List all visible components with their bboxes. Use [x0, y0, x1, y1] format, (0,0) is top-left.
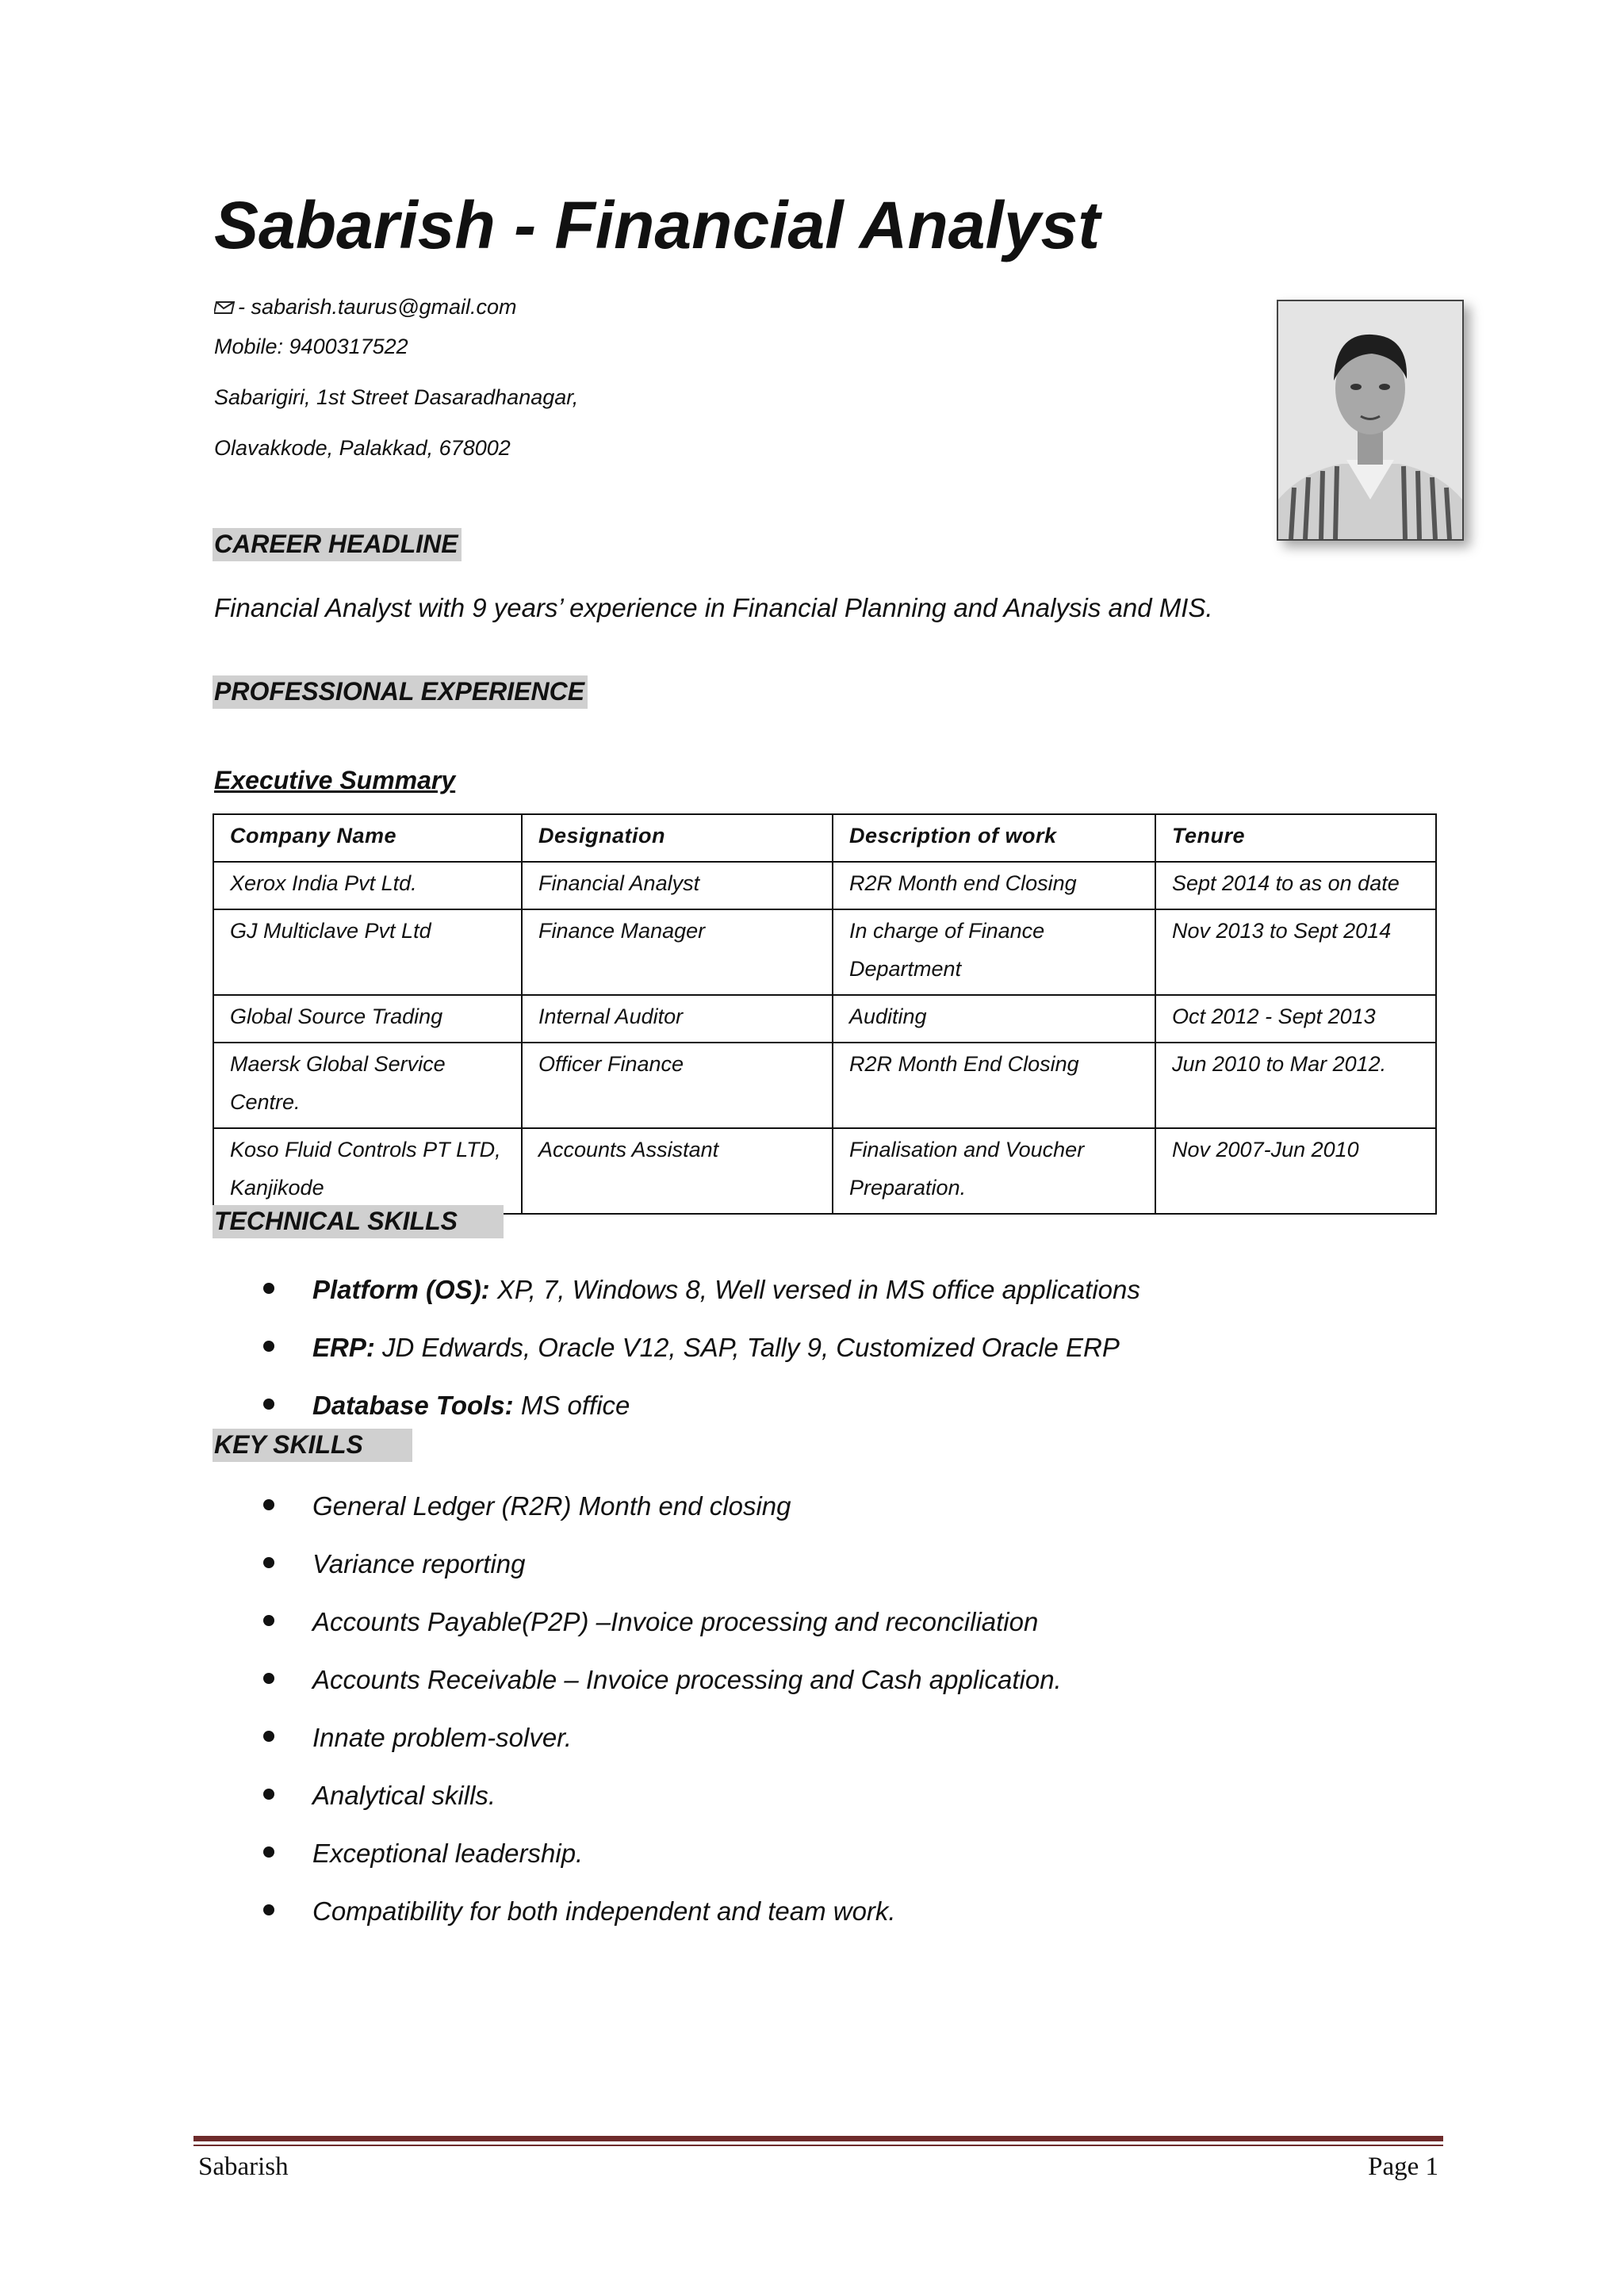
- table-row: [213, 1128, 1436, 1214]
- profile-photo: [1277, 300, 1464, 541]
- table-row: [213, 995, 1436, 1043]
- footer-divider: [193, 2136, 1443, 2141]
- email-address[interactable]: sabarish.taurus@gmail.com: [251, 295, 517, 319]
- list-item: [214, 1898, 1062, 1956]
- table-row: [213, 862, 1436, 909]
- skill-text: XP, 7, Windows 8, Well versed in MS office applications: [489, 1275, 1140, 1304]
- key-skill-text: Exceptional leadership.: [312, 1839, 584, 1868]
- cell-company: Koso Fluid Controls PT LTD, Kanjikode: [213, 1128, 522, 1214]
- list-item: [214, 1276, 1140, 1334]
- key-skill-text: Innate problem-solver.: [312, 1723, 573, 1752]
- resume-title: Sabarish - Financial Analyst: [214, 188, 1101, 262]
- executive-summary-table: [213, 813, 1437, 1215]
- skill-text: MS office: [513, 1391, 630, 1420]
- key-skills-list: [214, 1493, 1062, 1956]
- list-item: [214, 1667, 1062, 1724]
- technical-skills-heading: TECHNICAL SKILLS: [213, 1205, 504, 1238]
- address-line-1: Sabarigiri, 1st Street Dasaradhanagar,: [214, 385, 579, 409]
- list-item: [214, 1609, 1062, 1667]
- cell-description: Auditing: [833, 995, 1155, 1043]
- list-item: [214, 1551, 1062, 1609]
- email-prefix: -: [238, 295, 251, 319]
- key-skill-text: Analytical skills.: [312, 1781, 496, 1810]
- envelope-icon: [214, 299, 236, 316]
- skill-label: Database Tools:: [312, 1391, 514, 1420]
- technical-skills-list: [214, 1276, 1140, 1450]
- cell-description: R2R Month End Closing: [833, 1043, 1155, 1128]
- key-skill-text: General Ledger (R2R) Month end closing: [312, 1491, 791, 1521]
- list-item: [214, 1840, 1062, 1898]
- bullet-icon: [263, 1673, 274, 1684]
- address-line-2: Olavakkode, Palakkad, 678002: [214, 436, 511, 460]
- key-skill-text: Compatibility for both independent and team work.: [312, 1896, 896, 1926]
- list-item: [214, 1493, 1062, 1551]
- footer-divider-thin: [193, 2145, 1443, 2146]
- skill-label: Platform (OS):: [312, 1275, 490, 1304]
- column-header-company: Company Name: [213, 814, 522, 862]
- column-header-designation: Designation: [522, 814, 833, 862]
- cell-tenure: Jun 2010 to Mar 2012.: [1155, 1043, 1436, 1128]
- executive-summary-title: Executive Summary: [214, 766, 456, 794]
- cell-company: Maersk Global Service Centre.: [213, 1043, 522, 1128]
- career-headline-heading: CAREER HEADLINE: [213, 528, 462, 561]
- table-row: [213, 909, 1436, 995]
- column-header-tenure: Tenure: [1155, 814, 1436, 862]
- bullet-icon: [263, 1283, 274, 1294]
- skill-label: ERP:: [312, 1333, 375, 1362]
- cell-designation: Finance Manager: [522, 909, 833, 995]
- cell-tenure: Sept 2014 to as on date: [1155, 862, 1436, 909]
- table-header-row: [213, 814, 1436, 862]
- cell-designation: Financial Analyst: [522, 862, 833, 909]
- bullet-icon: [263, 1399, 274, 1410]
- bullet-icon: [263, 1499, 274, 1510]
- key-skill-text: Variance reporting: [312, 1549, 526, 1578]
- bullet-icon: [263, 1557, 274, 1568]
- bullet-icon: [263, 1341, 274, 1352]
- mobile-number: Mobile: 9400317522: [214, 335, 408, 358]
- career-headline-text: Financial Analyst with 9 years’ experience in Financial Planning and Analysis and MIS.: [214, 593, 1213, 622]
- bullet-icon: [263, 1731, 274, 1742]
- bullet-icon: [263, 1789, 274, 1800]
- page-number: Page 1: [1368, 2152, 1438, 2181]
- email-row: [214, 297, 517, 318]
- footer-author: Sabarish: [198, 2152, 289, 2181]
- cell-description: R2R Month end Closing: [833, 862, 1155, 909]
- professional-experience-heading: PROFESSIONAL EXPERIENCE: [213, 675, 588, 709]
- cell-designation: Officer Finance: [522, 1043, 833, 1128]
- key-skill-text: Accounts Receivable – Invoice processing and Cash application.: [312, 1665, 1062, 1694]
- cell-company: GJ Multiclave Pvt Ltd: [213, 909, 522, 995]
- bullet-icon: [263, 1846, 274, 1858]
- cell-designation: Internal Auditor: [522, 995, 833, 1043]
- bullet-icon: [263, 1615, 274, 1626]
- key-skills-heading: KEY SKILLS: [213, 1429, 412, 1462]
- cell-company: Xerox India Pvt Ltd.: [213, 862, 522, 909]
- cell-tenure: Nov 2007-Jun 2010: [1155, 1128, 1436, 1214]
- list-item: [214, 1724, 1062, 1782]
- cell-description: In charge of Finance Department: [833, 909, 1155, 995]
- list-item: [214, 1334, 1140, 1392]
- column-header-description: Description of work: [833, 814, 1155, 862]
- cell-tenure: Nov 2013 to Sept 2014: [1155, 909, 1436, 995]
- cell-designation: Accounts Assistant: [522, 1128, 833, 1214]
- list-item: [214, 1782, 1062, 1840]
- table-row: [213, 1043, 1436, 1128]
- skill-text: JD Edwards, Oracle V12, SAP, Tally 9, Customized Oracle ERP: [374, 1333, 1120, 1362]
- cell-tenure: Oct 2012 - Sept 2013: [1155, 995, 1436, 1043]
- key-skill-text: Accounts Payable(P2P) –Invoice processing and reconciliation: [312, 1607, 1039, 1636]
- cell-description: Finalisation and Voucher Preparation.: [833, 1128, 1155, 1214]
- bullet-icon: [263, 1904, 274, 1915]
- cell-company: Global Source Trading: [213, 995, 522, 1043]
